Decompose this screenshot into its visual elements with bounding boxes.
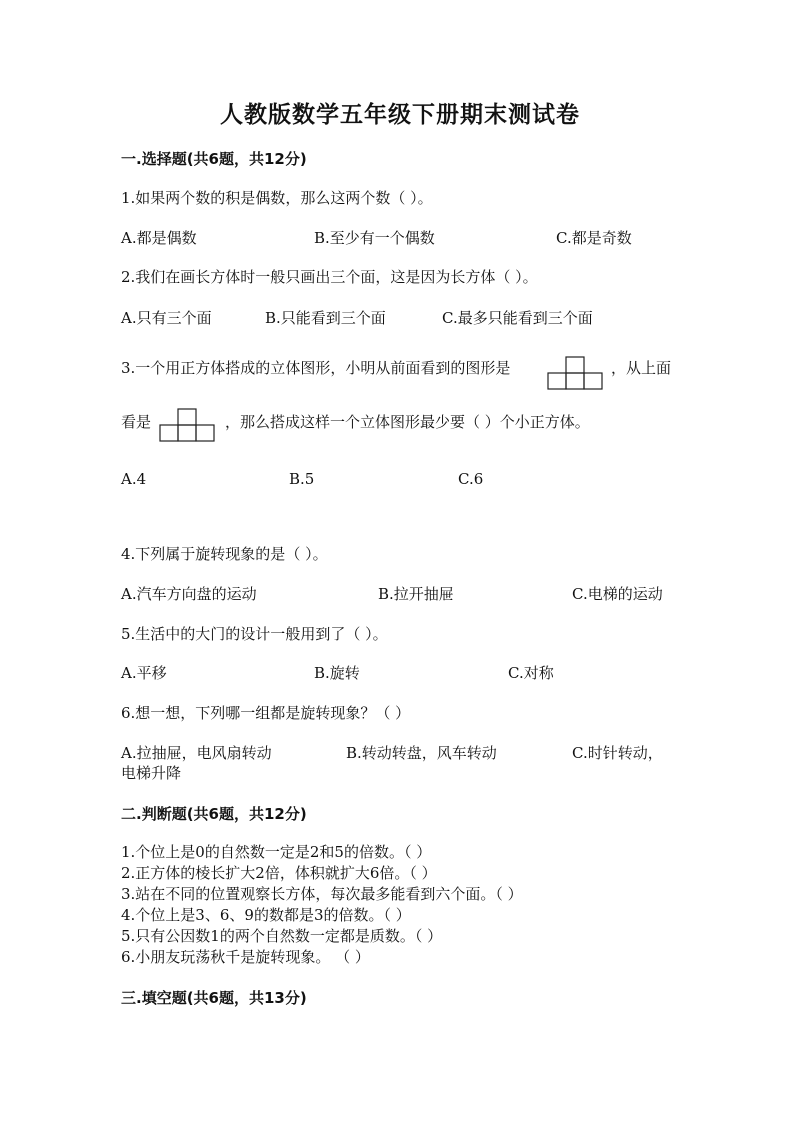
question-2-option-b: B.只能看到三个面 [265,309,386,327]
question-3-option-b: B.5 [289,470,315,488]
page-title: 人教版数学五年级下册期末测试卷 [220,102,580,128]
question-3-stem-part3: 看是 [121,413,152,431]
question-5-option-b: B.旋转 [314,664,360,682]
question-6-option-a-continued: 电梯升降 [121,764,182,782]
question-2-option-c: C.最多只能看到三个面 [442,309,593,327]
question-6-option-a: A.拉抽屉，电风扇转动 [121,744,272,762]
question-1-option-a: A.都是偶数 [121,229,197,247]
judge-item: 6.小朋友玩荡秋千是旋转现象。 （ ） [121,948,370,966]
question-3-stem-part4: ，那么搭成这样一个立体图形最少要（ ）个小正方体。 [225,413,590,431]
judge-item: 2.正方体的棱长扩大2倍，体积就扩大6倍。（ ） [121,864,437,882]
judge-item: 3.站在不同的位置观察长方体，每次最多能看到六个面。（ ） [121,885,523,903]
section-heading-judge: 二.判断题(共6题，共12分) [121,805,307,823]
question-2-option-a: A.只有三个面 [121,309,212,327]
question-1-option-c: C.都是奇数 [556,229,632,247]
question-6-option-b: B.转动转盘，风车转动 [346,744,497,762]
judge-list [121,842,523,968]
section-heading-choice: 一.选择题(共6题，共12分) [121,150,307,168]
question-1-option-b: B.至少有一个偶数 [314,229,435,247]
question-2-stem: 2.我们在画长方体时一般只画出三个面，这是因为长方体（ ）。 [121,268,538,286]
question-5-stem: 5.生活中的大门的设计一般用到了（ ）。 [121,625,388,643]
question-6-stem: 6.想一想，下列哪一组都是旋转现象？（ ） [121,704,411,722]
question-3-option-c: C.6 [458,470,484,488]
judge-item: 4.个位上是3、6、9的数都是3的倍数。（ ） [121,906,411,924]
question-4-option-b: B.拉开抽屉 [378,585,454,603]
question-5-option-c: C.对称 [508,664,554,682]
front-view-figure [547,356,605,390]
question-3-stem-part1: 3.一个用正方体搭成的立体图形，小明从前面看到的图形是 [121,359,511,377]
judge-item: 5.只有公因数1的两个自然数一定都是质数。（ ） [121,927,443,945]
question-4-option-c: C.电梯的运动 [572,585,663,603]
question-4-stem: 4.下列属于旋转现象的是（ ）。 [121,545,328,563]
question-5-option-a: A.平移 [121,664,167,682]
question-1-stem: 1.如果两个数的积是偶数，那么这两个数（ ）。 [121,189,433,207]
top-view-figure [159,408,217,442]
judge-item: 1.个位上是0的自然数一定是2和5的倍数。（ ） [121,843,432,861]
question-3-option-a: A.4 [121,470,147,488]
question-6-option-c: C.时针转动， [572,744,663,762]
question-3-stem-part2: ，从上面 [611,359,672,377]
question-4-option-a: A.汽车方向盘的运动 [121,585,257,603]
section-heading-fill: 三.填空题(共6题，共13分) [121,989,307,1007]
